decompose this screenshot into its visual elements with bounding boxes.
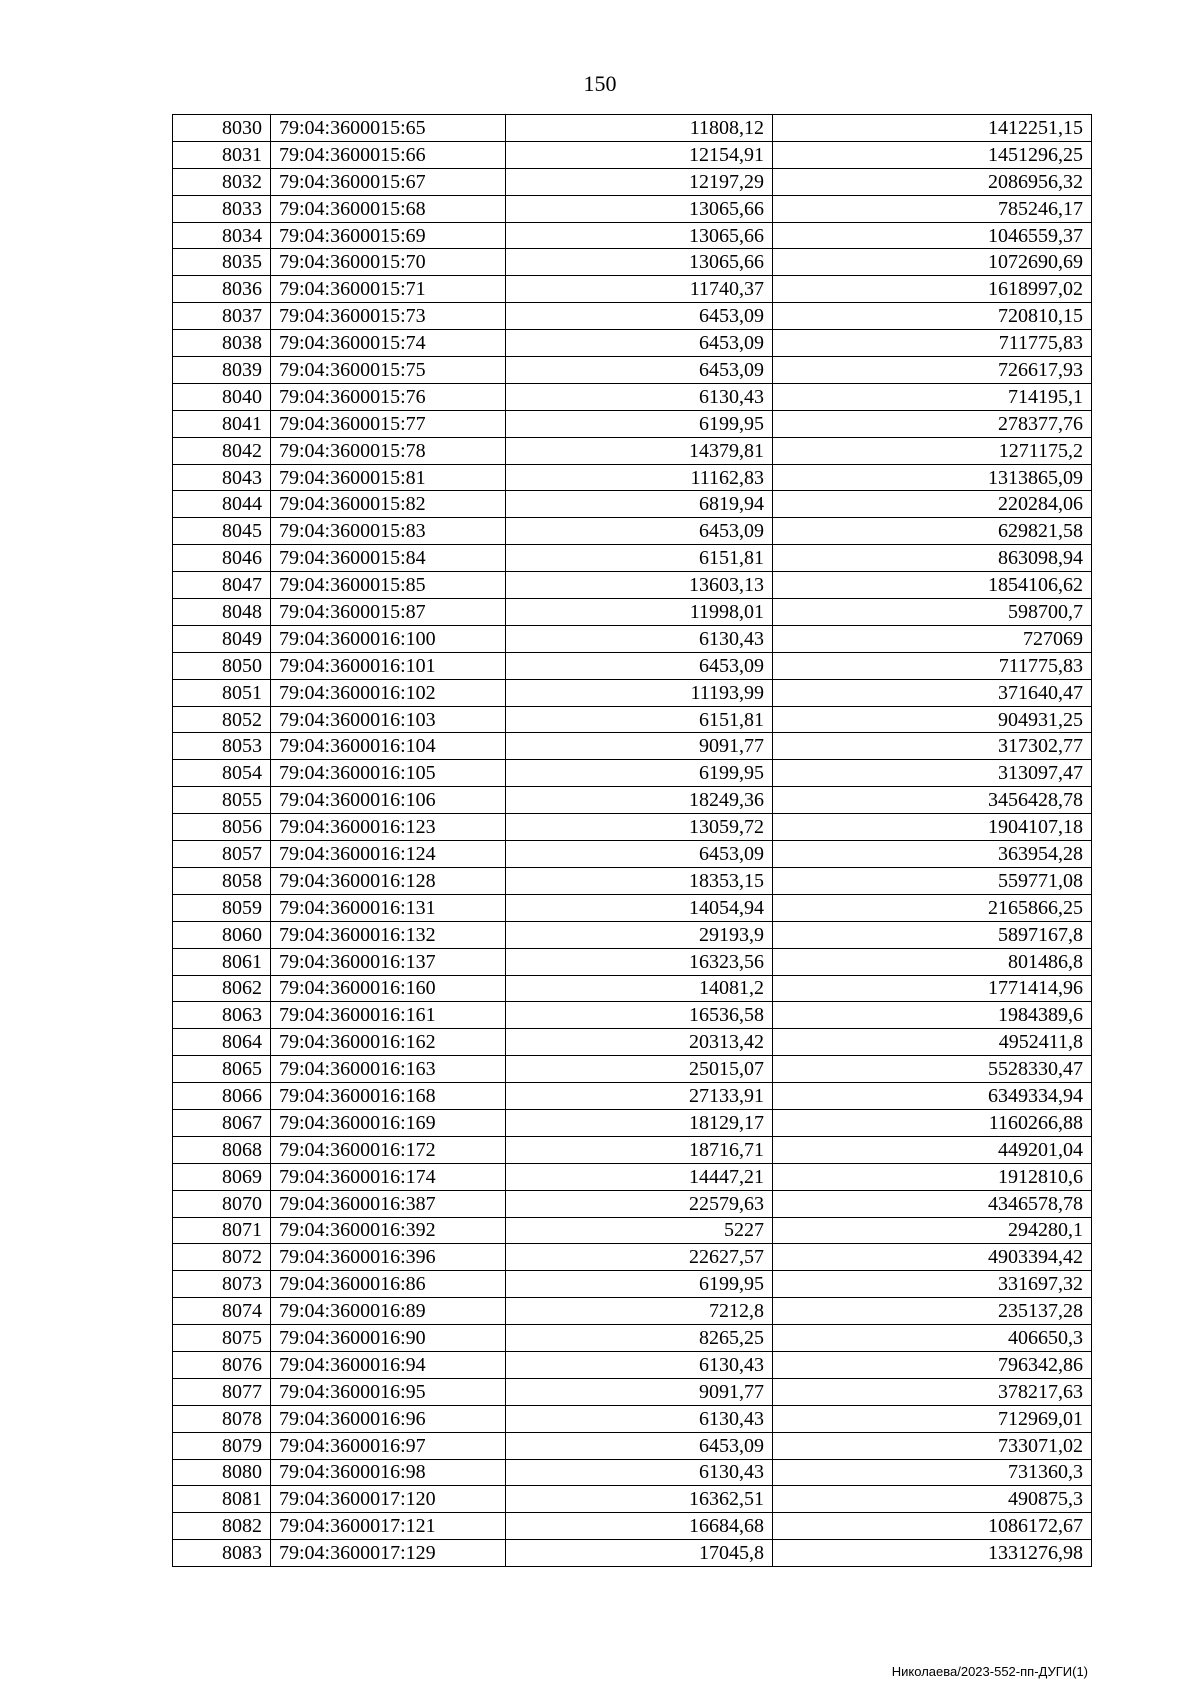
row-number-cell: 8077 <box>173 1378 271 1405</box>
row-number-cell: 8042 <box>173 437 271 464</box>
area-cell: 18353,15 <box>506 867 773 894</box>
row-number-cell: 8044 <box>173 491 271 518</box>
table-body <box>173 115 1092 1567</box>
area-cell: 6130,43 <box>506 383 773 410</box>
area-cell: 14447,21 <box>506 1163 773 1190</box>
area-cell: 13065,66 <box>506 222 773 249</box>
cadastral-number-cell: 79:04:3600015:81 <box>271 464 506 491</box>
page-number: 150 <box>583 71 617 96</box>
row-number-cell: 8055 <box>173 787 271 814</box>
table-row <box>173 545 1092 572</box>
cadastral-value-cell: 629821,58 <box>773 518 1092 545</box>
row-number-cell: 8067 <box>173 1109 271 1136</box>
area-cell: 6453,09 <box>506 518 773 545</box>
table-row <box>173 410 1092 437</box>
cadastral-value-cell: 235137,28 <box>773 1298 1092 1325</box>
cadastral-value-cell: 2086956,32 <box>773 168 1092 195</box>
cadastral-number-cell: 79:04:3600016:174 <box>271 1163 506 1190</box>
row-number-cell: 8051 <box>173 679 271 706</box>
area-cell: 12154,91 <box>506 141 773 168</box>
area-cell: 13065,66 <box>506 249 773 276</box>
cadastral-value-cell: 1086172,67 <box>773 1513 1092 1540</box>
row-number-cell: 8054 <box>173 760 271 787</box>
cadastral-value-cell: 1904107,18 <box>773 814 1092 841</box>
area-cell: 13065,66 <box>506 195 773 222</box>
row-number-cell: 8059 <box>173 894 271 921</box>
table-row <box>173 276 1092 303</box>
table-row <box>173 1002 1092 1029</box>
row-number-cell: 8082 <box>173 1513 271 1540</box>
area-cell: 6199,95 <box>506 1271 773 1298</box>
area-cell: 29193,9 <box>506 921 773 948</box>
cadastral-value-cell: 313097,47 <box>773 760 1092 787</box>
cadastral-number-cell: 79:04:3600016:168 <box>271 1083 506 1110</box>
cadastral-number-cell: 79:04:3600016:131 <box>271 894 506 921</box>
row-number-cell: 8072 <box>173 1244 271 1271</box>
row-number-cell: 8033 <box>173 195 271 222</box>
cadastral-value-cell: 2165866,25 <box>773 894 1092 921</box>
area-cell: 18716,71 <box>506 1136 773 1163</box>
cadastral-value-cell: 1451296,25 <box>773 141 1092 168</box>
cadastral-value-cell: 490875,3 <box>773 1486 1092 1513</box>
table-row <box>173 625 1092 652</box>
cadastral-number-cell: 79:04:3600015:70 <box>271 249 506 276</box>
area-cell: 14054,94 <box>506 894 773 921</box>
table-row <box>173 760 1092 787</box>
cadastral-value-cell: 1072690,69 <box>773 249 1092 276</box>
area-cell: 17045,8 <box>506 1540 773 1567</box>
cadastral-number-cell: 79:04:3600015:73 <box>271 303 506 330</box>
cadastral-number-cell: 79:04:3600015:87 <box>271 599 506 626</box>
row-number-cell: 8071 <box>173 1217 271 1244</box>
area-cell: 25015,07 <box>506 1056 773 1083</box>
table-row <box>173 1163 1092 1190</box>
cadastral-value-cell: 363954,28 <box>773 841 1092 868</box>
cadastral-number-cell: 79:04:3600015:76 <box>271 383 506 410</box>
row-number-cell: 8052 <box>173 706 271 733</box>
row-number-cell: 8061 <box>173 948 271 975</box>
row-number-cell: 8057 <box>173 841 271 868</box>
table-row <box>173 841 1092 868</box>
cadastral-value-cell: 731360,3 <box>773 1459 1092 1486</box>
table-row <box>173 706 1092 733</box>
cadastral-value-cell: 598700,7 <box>773 599 1092 626</box>
cadastral-number-cell: 79:04:3600016:106 <box>271 787 506 814</box>
area-cell: 22579,63 <box>506 1190 773 1217</box>
area-cell: 6130,43 <box>506 1405 773 1432</box>
table-row <box>173 1459 1092 1486</box>
row-number-cell: 8078 <box>173 1405 271 1432</box>
table-row <box>173 1486 1092 1513</box>
cadastral-number-cell: 79:04:3600016:86 <box>271 1271 506 1298</box>
cadastral-value-table <box>172 114 1092 1567</box>
row-number-cell: 8048 <box>173 599 271 626</box>
cadastral-number-cell: 79:04:3600016:137 <box>271 948 506 975</box>
row-number-cell: 8066 <box>173 1083 271 1110</box>
cadastral-value-cell: 1271175,2 <box>773 437 1092 464</box>
cadastral-number-cell: 79:04:3600015:67 <box>271 168 506 195</box>
area-cell: 18129,17 <box>506 1109 773 1136</box>
cadastral-value-cell: 1046559,37 <box>773 222 1092 249</box>
table-row <box>173 1244 1092 1271</box>
cadastral-value-cell: 278377,76 <box>773 410 1092 437</box>
cadastral-number-cell: 79:04:3600017:129 <box>271 1540 506 1567</box>
row-number-cell: 8081 <box>173 1486 271 1513</box>
cadastral-number-cell: 79:04:3600016:124 <box>271 841 506 868</box>
row-number-cell: 8030 <box>173 115 271 142</box>
cadastral-number-cell: 79:04:3600016:128 <box>271 867 506 894</box>
document-reference: Николаева/2023-552-пп-ДУГИ(1) <box>891 1664 1088 1679</box>
row-number-cell: 8031 <box>173 141 271 168</box>
area-cell: 14379,81 <box>506 437 773 464</box>
row-number-cell: 8047 <box>173 572 271 599</box>
area-cell: 11740,37 <box>506 276 773 303</box>
table-row <box>173 733 1092 760</box>
area-cell: 6453,09 <box>506 652 773 679</box>
cadastral-number-cell: 79:04:3600016:387 <box>271 1190 506 1217</box>
cadastral-value-cell: 712969,01 <box>773 1405 1092 1432</box>
area-cell: 6130,43 <box>506 1459 773 1486</box>
table-row <box>173 1217 1092 1244</box>
area-cell: 11998,01 <box>506 599 773 626</box>
table-row <box>173 921 1092 948</box>
row-number-cell: 8039 <box>173 357 271 384</box>
cadastral-value-cell: 1160266,88 <box>773 1109 1092 1136</box>
cadastral-number-cell: 79:04:3600016:163 <box>271 1056 506 1083</box>
cadastral-value-cell: 801486,8 <box>773 948 1092 975</box>
cadastral-number-cell: 79:04:3600016:123 <box>271 814 506 841</box>
table-row <box>173 652 1092 679</box>
cadastral-value-cell: 6349334,94 <box>773 1083 1092 1110</box>
row-number-cell: 8068 <box>173 1136 271 1163</box>
cadastral-number-cell: 79:04:3600016:392 <box>271 1217 506 1244</box>
cadastral-number-cell: 79:04:3600016:104 <box>271 733 506 760</box>
cadastral-number-cell: 79:04:3600015:69 <box>271 222 506 249</box>
cadastral-number-cell: 79:04:3600016:98 <box>271 1459 506 1486</box>
area-cell: 22627,57 <box>506 1244 773 1271</box>
area-cell: 6199,95 <box>506 760 773 787</box>
cadastral-number-cell: 79:04:3600015:78 <box>271 437 506 464</box>
row-number-cell: 8050 <box>173 652 271 679</box>
row-number-cell: 8053 <box>173 733 271 760</box>
cadastral-number-cell: 79:04:3600016:90 <box>271 1325 506 1352</box>
row-number-cell: 8043 <box>173 464 271 491</box>
cadastral-value-cell: 726617,93 <box>773 357 1092 384</box>
cadastral-value-cell: 1984389,6 <box>773 1002 1092 1029</box>
area-cell: 7212,8 <box>506 1298 773 1325</box>
area-cell: 20313,42 <box>506 1029 773 1056</box>
table-row <box>173 357 1092 384</box>
cadastral-value-cell: 371640,47 <box>773 679 1092 706</box>
cadastral-number-cell: 79:04:3600015:66 <box>271 141 506 168</box>
table-row <box>173 599 1092 626</box>
row-number-cell: 8032 <box>173 168 271 195</box>
row-number-cell: 8038 <box>173 330 271 357</box>
table-row <box>173 437 1092 464</box>
table-row <box>173 787 1092 814</box>
row-number-cell: 8069 <box>173 1163 271 1190</box>
row-number-cell: 8073 <box>173 1271 271 1298</box>
area-cell: 8265,25 <box>506 1325 773 1352</box>
area-cell: 16323,56 <box>506 948 773 975</box>
row-number-cell: 8083 <box>173 1540 271 1567</box>
cadastral-value-cell: 711775,83 <box>773 330 1092 357</box>
cadastral-value-cell: 785246,17 <box>773 195 1092 222</box>
table-row <box>173 1136 1092 1163</box>
cadastral-value-cell: 5897167,8 <box>773 921 1092 948</box>
table-row <box>173 464 1092 491</box>
cadastral-number-cell: 79:04:3600016:103 <box>271 706 506 733</box>
cadastral-value-cell: 294280,1 <box>773 1217 1092 1244</box>
cadastral-value-cell: 727069 <box>773 625 1092 652</box>
cadastral-value-cell: 1912810,6 <box>773 1163 1092 1190</box>
area-cell: 6151,81 <box>506 545 773 572</box>
table-row <box>173 1540 1092 1567</box>
row-number-cell: 8045 <box>173 518 271 545</box>
cadastral-number-cell: 79:04:3600016:89 <box>271 1298 506 1325</box>
cadastral-number-cell: 79:04:3600015:65 <box>271 115 506 142</box>
cadastral-value-cell: 1618997,02 <box>773 276 1092 303</box>
cadastral-value-cell: 4346578,78 <box>773 1190 1092 1217</box>
area-cell: 6199,95 <box>506 410 773 437</box>
cadastral-number-cell: 79:04:3600016:105 <box>271 760 506 787</box>
row-number-cell: 8040 <box>173 383 271 410</box>
table-row <box>173 1271 1092 1298</box>
area-cell: 9091,77 <box>506 733 773 760</box>
cadastral-number-cell: 79:04:3600016:96 <box>271 1405 506 1432</box>
cadastral-value-cell: 1331276,98 <box>773 1540 1092 1567</box>
cadastral-number-cell: 79:04:3600015:68 <box>271 195 506 222</box>
cadastral-value-cell: 1313865,09 <box>773 464 1092 491</box>
table-row <box>173 867 1092 894</box>
table-row <box>173 249 1092 276</box>
cadastral-value-cell: 406650,3 <box>773 1325 1092 1352</box>
row-number-cell: 8035 <box>173 249 271 276</box>
cadastral-number-cell: 79:04:3600015:71 <box>271 276 506 303</box>
table-row <box>173 518 1092 545</box>
cadastral-number-cell: 79:04:3600015:77 <box>271 410 506 437</box>
table-row <box>173 814 1092 841</box>
area-cell: 27133,91 <box>506 1083 773 1110</box>
row-number-cell: 8079 <box>173 1432 271 1459</box>
cadastral-number-cell: 79:04:3600016:132 <box>271 921 506 948</box>
cadastral-number-cell: 79:04:3600016:172 <box>271 1136 506 1163</box>
row-number-cell: 8049 <box>173 625 271 652</box>
row-number-cell: 8060 <box>173 921 271 948</box>
cadastral-value-cell: 711775,83 <box>773 652 1092 679</box>
row-number-cell: 8063 <box>173 1002 271 1029</box>
row-number-cell: 8062 <box>173 975 271 1002</box>
cadastral-number-cell: 79:04:3600015:82 <box>271 491 506 518</box>
cadastral-value-cell: 331697,32 <box>773 1271 1092 1298</box>
area-cell: 9091,77 <box>506 1378 773 1405</box>
row-number-cell: 8037 <box>173 303 271 330</box>
cadastral-value-cell: 4903394,42 <box>773 1244 1092 1271</box>
table-row <box>173 948 1092 975</box>
cadastral-number-cell: 79:04:3600015:74 <box>271 330 506 357</box>
area-cell: 6819,94 <box>506 491 773 518</box>
table-row <box>173 1351 1092 1378</box>
cadastral-number-cell: 79:04:3600016:162 <box>271 1029 506 1056</box>
area-cell: 11193,99 <box>506 679 773 706</box>
table-row <box>173 1029 1092 1056</box>
cadastral-number-cell: 79:04:3600016:100 <box>271 625 506 652</box>
area-cell: 16362,51 <box>506 1486 773 1513</box>
table-row <box>173 1432 1092 1459</box>
table-row <box>173 330 1092 357</box>
row-number-cell: 8056 <box>173 814 271 841</box>
area-cell: 13603,13 <box>506 572 773 599</box>
area-cell: 5227 <box>506 1217 773 1244</box>
cadastral-value-cell: 796342,86 <box>773 1351 1092 1378</box>
table-row <box>173 491 1092 518</box>
cadastral-value-cell: 559771,08 <box>773 867 1092 894</box>
area-cell: 6453,09 <box>506 841 773 868</box>
table-row <box>173 1109 1092 1136</box>
cadastral-value-cell: 378217,63 <box>773 1378 1092 1405</box>
area-cell: 6130,43 <box>506 625 773 652</box>
row-number-cell: 8041 <box>173 410 271 437</box>
table-row <box>173 1298 1092 1325</box>
table-row <box>173 303 1092 330</box>
table-row <box>173 383 1092 410</box>
cadastral-value-cell: 449201,04 <box>773 1136 1092 1163</box>
cadastral-number-cell: 79:04:3600016:102 <box>271 679 506 706</box>
cadastral-value-cell: 720810,15 <box>773 303 1092 330</box>
table-row <box>173 894 1092 921</box>
row-number-cell: 8080 <box>173 1459 271 1486</box>
area-cell: 6130,43 <box>506 1351 773 1378</box>
cadastral-value-cell: 1771414,96 <box>773 975 1092 1002</box>
cadastral-number-cell: 79:04:3600015:83 <box>271 518 506 545</box>
table-row <box>173 1378 1092 1405</box>
row-number-cell: 8076 <box>173 1351 271 1378</box>
cadastral-value-cell: 1854106,62 <box>773 572 1092 599</box>
cadastral-value-cell: 733071,02 <box>773 1432 1092 1459</box>
table-row <box>173 1083 1092 1110</box>
table-row <box>173 141 1092 168</box>
row-number-cell: 8065 <box>173 1056 271 1083</box>
cadastral-number-cell: 79:04:3600016:396 <box>271 1244 506 1271</box>
table-row <box>173 572 1092 599</box>
cadastral-number-cell: 79:04:3600016:95 <box>271 1378 506 1405</box>
cadastral-number-cell: 79:04:3600016:161 <box>271 1002 506 1029</box>
area-cell: 12197,29 <box>506 168 773 195</box>
area-cell: 6453,09 <box>506 357 773 384</box>
area-cell: 6151,81 <box>506 706 773 733</box>
area-cell: 11162,83 <box>506 464 773 491</box>
cadastral-value-cell: 5528330,47 <box>773 1056 1092 1083</box>
cadastral-value-cell: 863098,94 <box>773 545 1092 572</box>
cadastral-number-cell: 79:04:3600016:169 <box>271 1109 506 1136</box>
cadastral-number-cell: 79:04:3600017:121 <box>271 1513 506 1540</box>
cadastral-value-cell: 4952411,8 <box>773 1029 1092 1056</box>
table-row <box>173 975 1092 1002</box>
table-row <box>173 1513 1092 1540</box>
row-number-cell: 8046 <box>173 545 271 572</box>
row-number-cell: 8058 <box>173 867 271 894</box>
table-row <box>173 168 1092 195</box>
table-row <box>173 679 1092 706</box>
cadastral-value-cell: 220284,06 <box>773 491 1092 518</box>
row-number-cell: 8036 <box>173 276 271 303</box>
cadastral-number-cell: 79:04:3600017:120 <box>271 1486 506 1513</box>
area-cell: 16536,58 <box>506 1002 773 1029</box>
cadastral-number-cell: 79:04:3600016:94 <box>271 1351 506 1378</box>
row-number-cell: 8070 <box>173 1190 271 1217</box>
cadastral-value-cell: 1412251,15 <box>773 115 1092 142</box>
cadastral-value-cell: 3456428,78 <box>773 787 1092 814</box>
area-cell: 11808,12 <box>506 115 773 142</box>
cadastral-number-cell: 79:04:3600015:84 <box>271 545 506 572</box>
cadastral-value-cell: 904931,25 <box>773 706 1092 733</box>
row-number-cell: 8075 <box>173 1325 271 1352</box>
table-row <box>173 1190 1092 1217</box>
table-row <box>173 1405 1092 1432</box>
table-row <box>173 222 1092 249</box>
area-cell: 13059,72 <box>506 814 773 841</box>
cadastral-number-cell: 79:04:3600016:160 <box>271 975 506 1002</box>
row-number-cell: 8064 <box>173 1029 271 1056</box>
area-cell: 6453,09 <box>506 1432 773 1459</box>
cadastral-value-cell: 714195,1 <box>773 383 1092 410</box>
area-cell: 6453,09 <box>506 330 773 357</box>
cadastral-number-cell: 79:04:3600015:85 <box>271 572 506 599</box>
row-number-cell: 8034 <box>173 222 271 249</box>
table-row <box>173 195 1092 222</box>
cadastral-value-cell: 317302,77 <box>773 733 1092 760</box>
cadastral-number-cell: 79:04:3600016:101 <box>271 652 506 679</box>
area-cell: 16684,68 <box>506 1513 773 1540</box>
table-row <box>173 1325 1092 1352</box>
area-cell: 6453,09 <box>506 303 773 330</box>
table-row <box>173 1056 1092 1083</box>
cadastral-number-cell: 79:04:3600015:75 <box>271 357 506 384</box>
cadastral-number-cell: 79:04:3600016:97 <box>271 1432 506 1459</box>
row-number-cell: 8074 <box>173 1298 271 1325</box>
area-cell: 14081,2 <box>506 975 773 1002</box>
table-row <box>173 115 1092 142</box>
area-cell: 18249,36 <box>506 787 773 814</box>
